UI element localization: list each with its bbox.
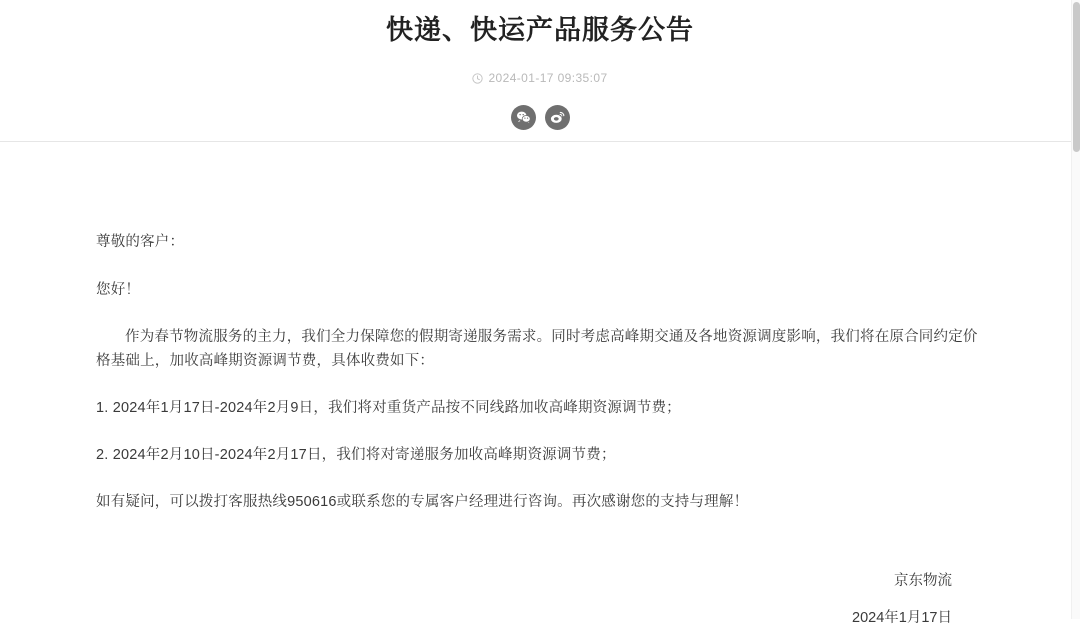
signature-company: 京东物流 bbox=[894, 573, 952, 589]
paragraph-salutation: 尊敬的客户： bbox=[96, 234, 185, 250]
signature-date: 2024年1月17日 bbox=[852, 610, 952, 626]
article-header bbox=[0, 0, 1080, 142]
paragraph-contact: 如有疑问，可以拨打客服热线950616或联系您的专属客户经理进行咨询。再次感谢您的支持与理解！ bbox=[96, 494, 749, 510]
paragraph-intro: 作为春节物流服务的主力，我们全力保障您的假期寄递服务需求。同时考虑高峰期交通及各地资源调度影响，我们将在原合同约定价格基础上，加收高峰期资源调节费，具体收费如下： bbox=[96, 329, 978, 369]
share-buttons bbox=[0, 105, 1080, 130]
share-wechat-button[interactable] bbox=[511, 105, 536, 130]
article-body bbox=[0, 230, 1080, 514]
paragraph-item-1: 1. 2024年1月17日-2024年2月9日，我们将对重货产品按不同线路加收高峰期资源调节费； bbox=[96, 400, 681, 416]
paragraph-item-2: 2. 2024年2月10日-2024年2月17日，我们将对寄递服务加收高峰期资源调节费； bbox=[96, 447, 616, 463]
signature-block bbox=[0, 569, 1080, 630]
paragraph-greeting: 您好！ bbox=[96, 282, 141, 298]
clock-icon bbox=[472, 73, 483, 84]
share-weibo-button[interactable] bbox=[545, 105, 570, 130]
article-meta bbox=[0, 71, 1080, 85]
header-divider bbox=[0, 141, 1080, 142]
scrollbar-thumb[interactable] bbox=[1073, 2, 1080, 152]
page-scrollbar[interactable] bbox=[1071, 0, 1080, 619]
page-title: 快递、快运产品服务公告 bbox=[386, 15, 694, 45]
publish-date: 2024-01-17 09:35:07 bbox=[488, 71, 608, 85]
